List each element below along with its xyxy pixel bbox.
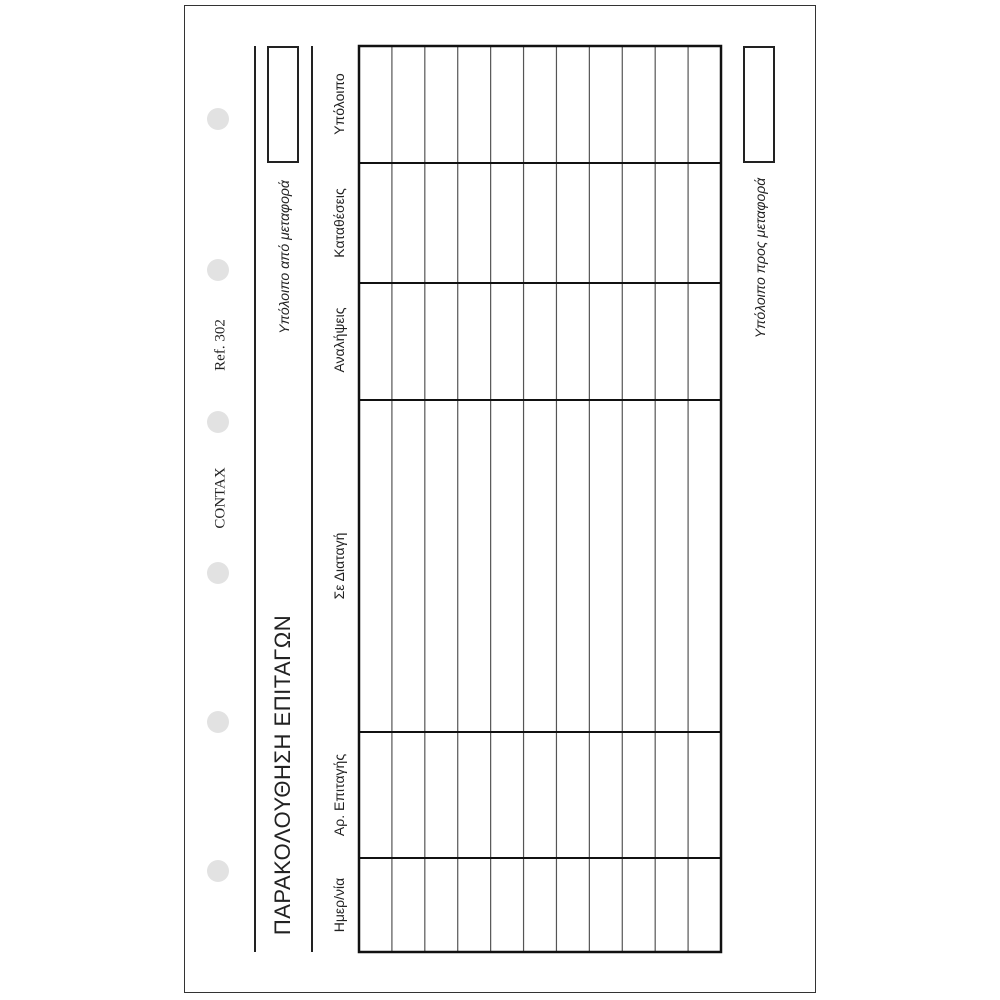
ledger-rows	[392, 46, 688, 952]
column-header-check-number: Αρ. Επιταγής	[331, 753, 347, 837]
carry-to-box[interactable]	[743, 46, 775, 163]
column-header-balance: Υπόλοιπο	[331, 73, 347, 135]
column-header-payee: Σε Διαταγή	[331, 532, 347, 600]
form-title: ΠΑΡΑΚΟΛΟΥΘΗΣΗ ΕΠΙΤΑΓΩΝ	[270, 614, 295, 936]
carry-from-label: Υπόλοιπο από μεταφορά	[276, 180, 292, 334]
reference-number: Ref. 302	[212, 319, 229, 371]
ledger-column-separators	[359, 163, 721, 858]
column-header-date: Ημερ/νία	[331, 877, 347, 933]
ledger-border	[359, 46, 721, 952]
brand-name: CONTAX	[212, 467, 229, 529]
column-header-deposits: Καταθέσεις	[331, 188, 347, 258]
column-header-withdrawals: Αναλήψεις	[331, 307, 347, 373]
carry-to-label: Υπόλοιπο προς μεταφορά	[752, 177, 768, 339]
